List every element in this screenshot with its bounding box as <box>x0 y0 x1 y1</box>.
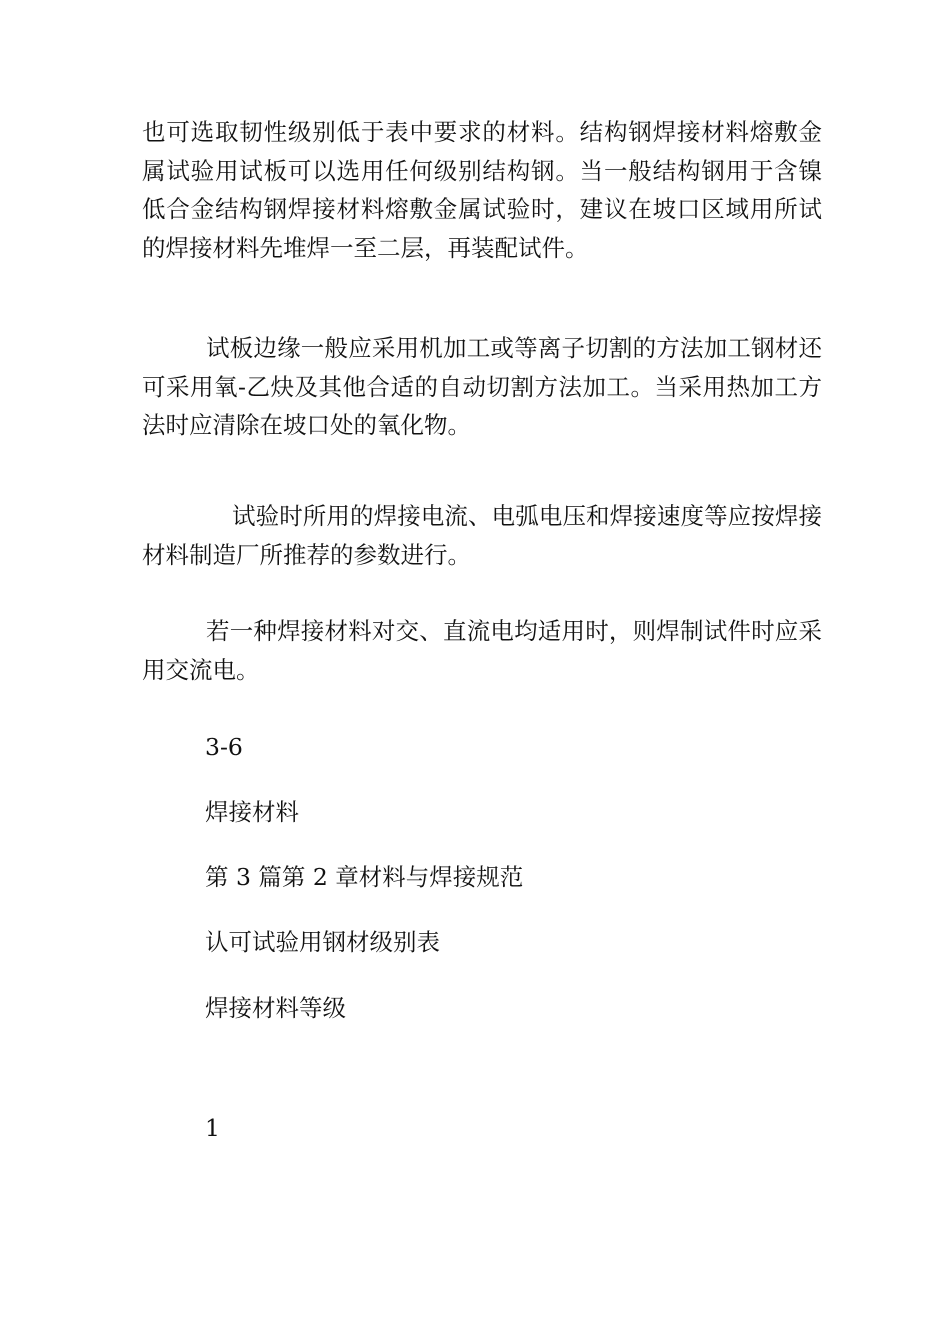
section-number: 3-6 <box>205 733 243 761</box>
chapter-reference: 第 3 篇第 2 章材料与焊接规范 <box>205 863 524 891</box>
column-heading-material-grade: 焊接材料等级 <box>205 994 346 1022</box>
table-cell-grade-value: 1 <box>205 1114 220 1142</box>
paragraph-ac-dc-current: 若一种焊接材料对交、直流电均适用时，则焊制试件时应采用交流电。 <box>142 617 822 684</box>
table-title-steel-grades: 认可试验用钢材级别表 <box>205 928 440 956</box>
section-heading-welding-materials: 焊接材料 <box>205 798 299 826</box>
paragraph-plate-edge-cutting: 试板边缘一般应采用机加工或等离子切割的方法加工钢材还可采用氧-乙炔及其他合适的自动切割方法加工。当采用热加工方法时应清除在坡口处的氧化物。 <box>142 334 822 440</box>
paragraph-welding-parameters: 试验时所用的焊接电流、电弧电压和焊接速度等应按焊接材料制造厂所推荐的参数进行。 <box>142 502 822 569</box>
paragraph-structural-steel-test-plate: 也可选取韧性级别低于表中要求的材料。结构钢焊接材料熔敷金属试验用试板可以选用任何级别结构钢。当一般结构钢用于含镍低合金结构钢焊接材料熔敷金属试验时，建议在坡口区域用所试的焊接材料先堆焊一至二层，再装配试件。 <box>142 118 822 263</box>
